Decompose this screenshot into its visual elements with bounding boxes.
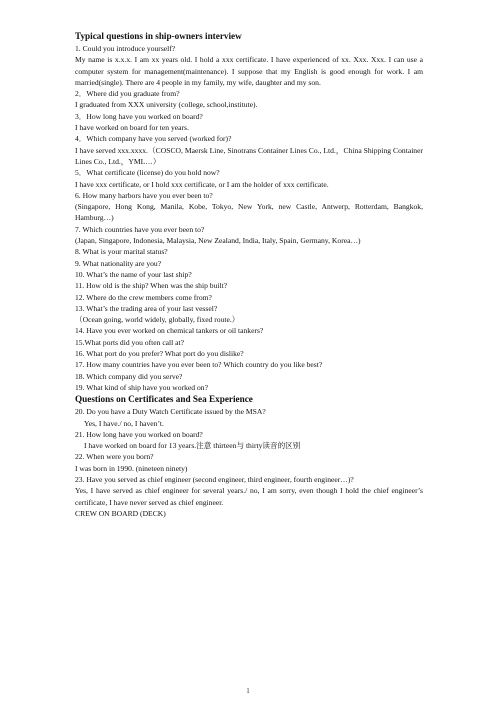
answer-21: I have worked on board for 13 years.注意 thirteen与 thirty读音的区别 [84,441,301,451]
answer-4: I have served xxx.xxxx.（COSCO, Maersk Line, Sinotrans Container Lines Co., Ltd.，China Shipping Container Lines Co., Ltd.，YML…） [75,145,423,166]
question-9: 9. What nationality are you? [75,258,162,268]
question-2: 2．Where did you graduate from? [75,89,180,99]
question-1: 1. Could you introduce yourself? [75,44,176,53]
answer-3: I have worked on board for ten years. [75,123,189,133]
answer-2: I graduated from XXX university (college, school,institute). [75,100,258,110]
crew-heading: CREW ON BOARD (DECK) [75,508,166,518]
answer-20: Yes, I have./ no, I haven’t. [84,418,164,428]
answer-5: I have xxx certificate, or I hold xxx certificate, or I am the holder of xxx certificate. [75,179,329,189]
answer-13: （Ocean going, world widely, globally, fixed route.） [75,315,240,325]
question-23: 23. Have you served as chief engineer (second engineer, third engineer, fourth engineer…)? [75,474,354,484]
question-18: 18. Which company did you serve? [75,371,183,381]
question-6: 6. How many harbors have you ever been to? [75,190,213,200]
question-20: 20. Do you have a Duty Watch Certificate issued by the MSA? [75,407,266,417]
question-13: 13. What’s the trading area of your last vessel? [75,303,218,313]
page-number: 1 [246,687,250,695]
question-17: 17. How many countries have you ever been to? Which country do you like best? [75,360,323,370]
question-10: 10. What’s the name of your last ship? [75,269,192,279]
question-21: 21. How long have you worked on board? [75,429,203,439]
question-12: 12. Where do the crew members come from? [75,292,212,302]
answer-22: I was born in 1990. (nineteen ninety) [75,463,188,473]
question-5: 5．What certificate (license) do you hold now? [75,168,220,178]
question-7: 7. Which countries have you ever been to? [75,224,205,234]
question-14: 14. Have you ever worked on chemical tankers or oil tankers? [75,326,264,336]
question-16: 16. What port do you prefer? What port do you dislike? [75,349,244,359]
question-8: 8. What is your marital status? [75,247,168,257]
answer-6: (Singapore, Hong Kong, Manila, Kobe, Tokyo, New York, new Castle, Antwerp, Rotterdam, Bangkok, Hamburg…) [75,202,423,223]
document-body [75,30,423,519]
section-heading: Questions on Certificates and Sea Experience [75,394,253,405]
question-19: 19. What kind of ship have you worked on? [75,382,208,392]
answer-7: (Japan, Singapore, Indonesia, Malaysia, New Zealand, India, Italy, Spain, Germany, Korea…) [75,236,361,246]
answer-1: My name is x.x.x. I am xx years old. I hold a xxx certificate. I have experienced of xx. Xxx. Xxx. I can use a computer system for management(maintenance). I suppose that my English is good enough for work. I am married(single). There are 4 people in my family, my wife, daughter and my son. [75,55,423,87]
question-15: 15.What ports did you often call at? [75,337,185,347]
question-11: 11. How old is the ship? When was the ship built? [75,281,228,291]
question-4: 4．Which company have you served (worked for)? [75,134,232,144]
document-title: Typical questions in ship-owners interview [75,31,242,41]
question-3: 3．How long have you worked on board? [75,111,203,121]
answer-23: Yes, I have served as chief engineer for several years./ no, I am sorry, even though I hold the chief engineer’s certificate, I have never served as chief engineer. [75,486,423,507]
question-22: 22. When were you born? [75,452,154,462]
